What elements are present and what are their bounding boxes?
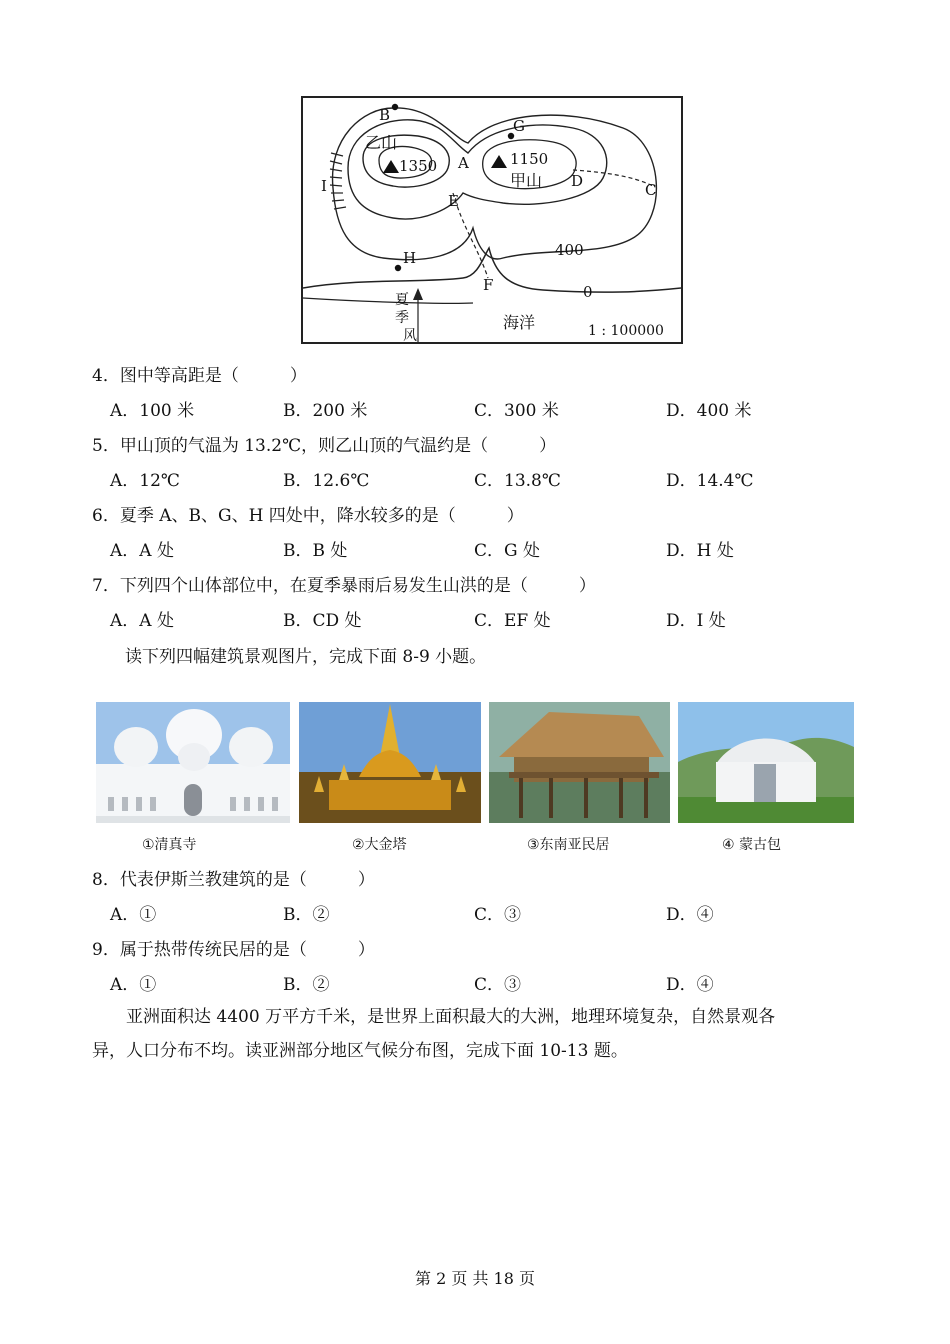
contour-map — [301, 96, 683, 344]
option-c: C．③ — [474, 975, 522, 995]
option-a: A．A 处 — [110, 611, 174, 631]
label-scale: 1 : 100000 — [588, 323, 664, 339]
question-8-options — [0, 900, 950, 924]
question-5-options — [0, 466, 950, 490]
option-a: A．12℃ — [110, 471, 180, 491]
option-d: D．I 处 — [666, 611, 726, 631]
question-6-options — [0, 536, 950, 560]
label-i: I — [321, 177, 327, 195]
label-yi-elev: 1350 — [399, 157, 438, 175]
label-h: H — [403, 249, 417, 267]
option-a: A．① — [110, 905, 157, 925]
question-7-stem: 7．下列四个山体部位中，在夏季暴雨后易发生山洪的是（ ） — [92, 576, 596, 596]
label-ocean: 海洋 — [503, 313, 536, 332]
label-contour-0: 0 — [583, 283, 593, 301]
option-d: D．H 处 — [666, 541, 734, 561]
option-b: B．200 米 — [283, 401, 368, 421]
label-wind-1: 夏 — [395, 292, 409, 308]
question-4-stem: 4．图中等高距是（ ） — [92, 366, 307, 386]
point-h — [395, 265, 401, 271]
option-d: D．400 米 — [666, 401, 752, 421]
label-b: B — [379, 106, 391, 124]
caption-yurt: ④ 蒙古包 — [722, 837, 782, 853]
dashed-line-dc — [573, 170, 653, 186]
option-c: C．③ — [474, 905, 522, 925]
label-jia-shan: 甲山 — [510, 171, 543, 190]
intro-8-9: 读下列四幅建筑景观图片，完成下面 8-9 小题。 — [125, 647, 487, 667]
photo-stilt-house — [489, 702, 670, 823]
label-yi-shan: 乙山 — [365, 133, 398, 152]
option-d: D．④ — [666, 905, 714, 925]
contour-map-svg — [303, 98, 681, 342]
option-b: B．② — [283, 905, 330, 925]
paragraph-asia-line-2: 异，人口分布不均。读亚洲部分地区气候分布图，完成下面 10-13 题。 — [92, 1041, 628, 1061]
option-c: C．300 米 — [474, 401, 559, 421]
option-c: C．13.8℃ — [474, 471, 561, 491]
option-c: C．EF 处 — [474, 611, 551, 631]
caption-stilt-house: ③东南亚民居 — [527, 837, 610, 853]
question-9-options — [0, 970, 950, 994]
label-c: C — [645, 181, 657, 199]
option-b: B．B 处 — [283, 541, 348, 561]
question-8-stem: 8．代表伊斯兰教建筑的是（ ） — [92, 870, 375, 890]
question-7-options — [0, 606, 950, 630]
contour-400 — [333, 108, 657, 260]
photo-mosque — [96, 702, 290, 823]
label-a: A — [458, 154, 469, 172]
question-6-stem: 6．夏季 A、B、G、H 四处中，降水较多的是（ ） — [92, 506, 524, 526]
option-a: A．100 米 — [110, 401, 195, 421]
option-d: D．④ — [666, 975, 714, 995]
option-b: B．12.6℃ — [283, 471, 370, 491]
label-jia-elev: 1150 — [510, 150, 549, 168]
photo-yurt — [678, 702, 854, 823]
question-5-stem: 5．甲山顶的气温为 13.2℃，则乙山顶的气温约是（ ） — [92, 436, 557, 456]
label-contour-400: 400 — [555, 241, 584, 259]
page-footer: 第 2 页 共 18 页 — [415, 1269, 535, 1288]
label-wind-2: 季 — [395, 310, 409, 326]
question-9-stem: 9．属于热带传统民居的是（ ） — [92, 940, 375, 960]
label-f: F — [483, 276, 494, 294]
coastline-lower — [303, 298, 473, 303]
label-e: E — [448, 192, 459, 210]
option-c: C．G 处 — [474, 541, 540, 561]
question-4-options — [0, 396, 950, 420]
peak-jiashan-icon — [491, 155, 507, 168]
label-g: G — [513, 117, 525, 135]
point-b — [392, 104, 398, 110]
wind-arrow-head-icon — [413, 288, 423, 300]
caption-golden-pagoda: ②大金塔 — [352, 837, 407, 853]
peak-yishan-icon — [383, 160, 399, 173]
photo-golden-pagoda — [299, 702, 481, 823]
label-wind-3: 风 — [403, 328, 417, 342]
option-a: A．① — [110, 975, 157, 995]
option-d: D．14.4℃ — [666, 471, 754, 491]
paragraph-asia — [92, 1000, 852, 1068]
option-b: B．② — [283, 975, 330, 995]
caption-mosque: ①清真寺 — [142, 837, 197, 853]
label-d: D — [571, 172, 584, 190]
paragraph-asia-line-1: 亚洲面积达 4400 万平方千米，是世界上面积最大的大洲，地理环境复杂，自然景观各 — [126, 1007, 776, 1027]
option-b: B．CD 处 — [283, 611, 362, 631]
option-a: A．A 处 — [110, 541, 174, 561]
